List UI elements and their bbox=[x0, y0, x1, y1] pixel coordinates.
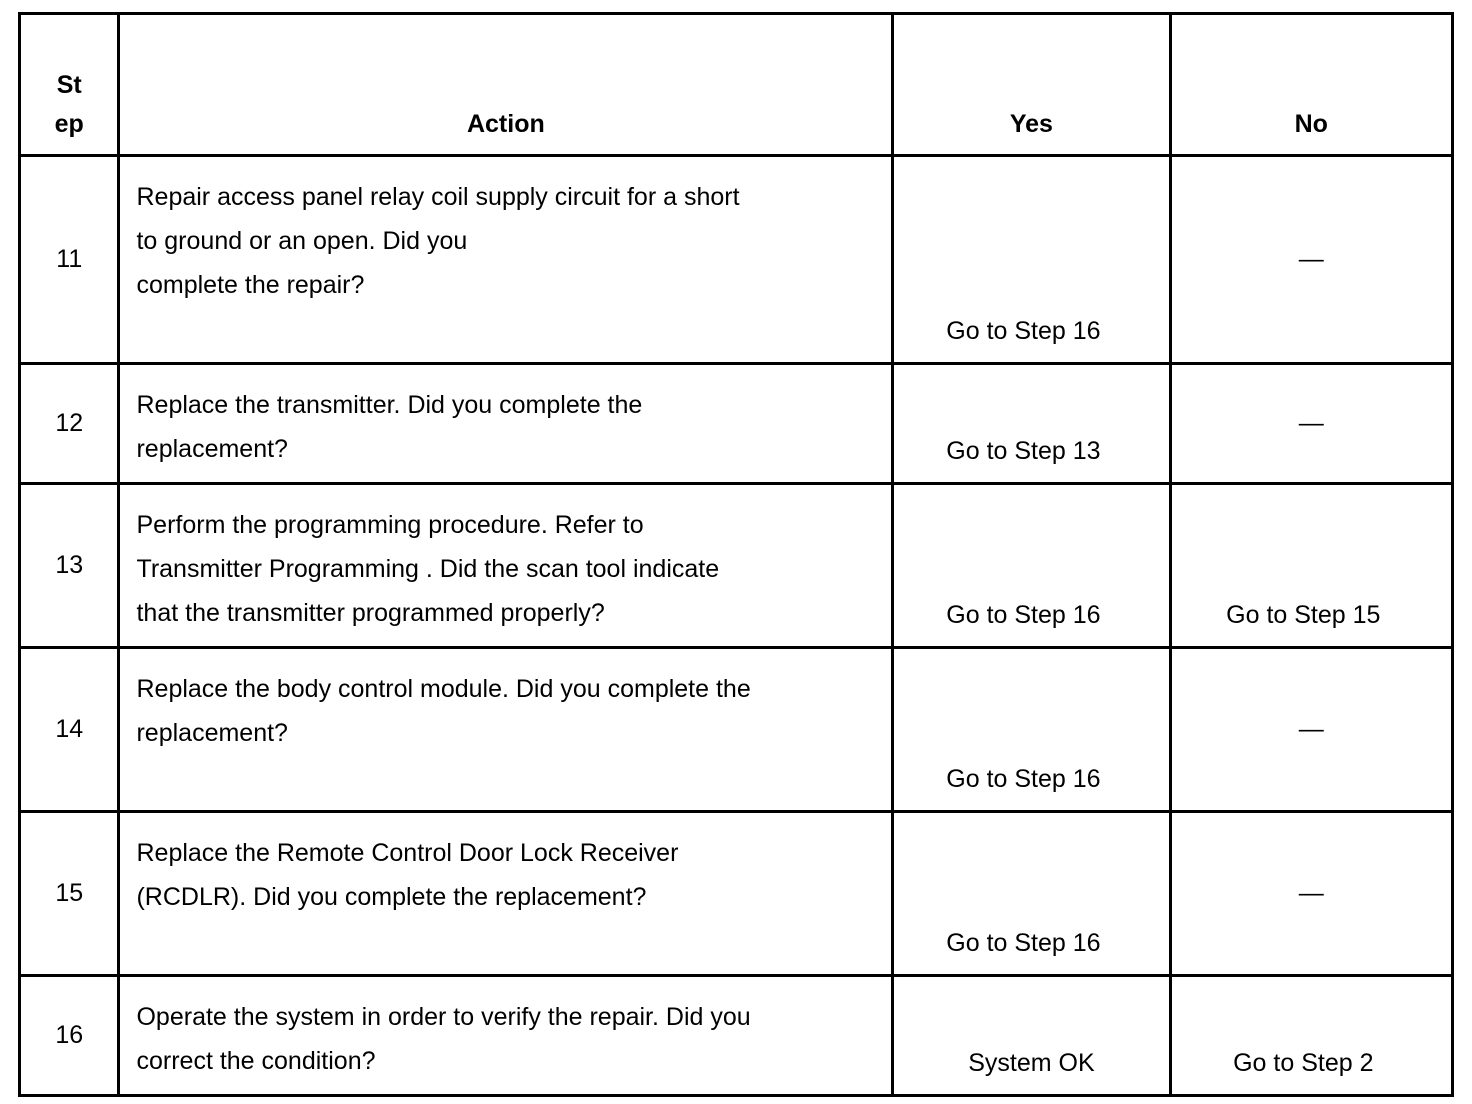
yes-cell bbox=[893, 648, 1170, 812]
no-value: — bbox=[1298, 245, 1324, 273]
table-row bbox=[20, 484, 1453, 648]
no-link[interactable]: Go to Step 2 bbox=[1233, 1049, 1374, 1077]
yes-cell bbox=[893, 364, 1170, 484]
action-line: replacement? bbox=[136, 719, 288, 747]
step-number: 13 bbox=[20, 484, 119, 648]
yes-link[interactable]: Go to Step 13 bbox=[946, 437, 1101, 465]
diagnostic-steps-table bbox=[18, 12, 1454, 1097]
table-row bbox=[20, 648, 1453, 812]
action-cell bbox=[119, 648, 893, 812]
step-number: 11 bbox=[20, 156, 119, 364]
no-cell bbox=[1170, 484, 1452, 648]
no-cell bbox=[1170, 812, 1452, 976]
action-line: Transmitter Programming . Did the scan tool indicate bbox=[136, 555, 720, 583]
yes-link[interactable]: Go to Step 16 bbox=[946, 765, 1101, 793]
header-step-line2: ep bbox=[54, 110, 84, 138]
step-number: 14 bbox=[20, 648, 119, 812]
header-step-line1: St bbox=[56, 71, 82, 99]
action-cell bbox=[119, 976, 893, 1096]
table-row bbox=[20, 976, 1453, 1096]
action-line: correct the condition? bbox=[136, 1047, 376, 1075]
no-value: — bbox=[1298, 715, 1324, 743]
yes-cell bbox=[893, 156, 1170, 364]
action-line: Replace the Remote Control Door Lock Receiver bbox=[136, 839, 679, 867]
step-number: 15 bbox=[20, 812, 119, 976]
action-line: Replace the transmitter. Did you complete the bbox=[136, 391, 643, 419]
no-value: — bbox=[1298, 879, 1324, 907]
yes-link[interactable]: Go to Step 16 bbox=[946, 317, 1101, 345]
header-action: Action bbox=[119, 14, 893, 156]
action-cell bbox=[119, 812, 893, 976]
no-cell bbox=[1170, 976, 1452, 1096]
action-cell bbox=[119, 484, 893, 648]
table-row bbox=[20, 156, 1453, 364]
action-line: Operate the system in order to verify the repair. Did you bbox=[136, 1003, 751, 1031]
action-line: replacement? bbox=[136, 435, 288, 463]
table-row bbox=[20, 812, 1453, 976]
yes-cell bbox=[893, 812, 1170, 976]
yes-link[interactable]: Go to Step 16 bbox=[946, 601, 1101, 629]
action-line: Repair access panel relay coil supply circuit for a short bbox=[136, 183, 740, 211]
step-number: 12 bbox=[20, 364, 119, 484]
action-cell bbox=[119, 156, 893, 364]
action-line: to ground or an open. Did you bbox=[136, 227, 468, 255]
header-yes: Yes bbox=[893, 14, 1170, 156]
action-line: that the transmitter programmed properly? bbox=[136, 599, 605, 627]
action-line: complete the repair? bbox=[136, 271, 365, 299]
yes-result: System OK bbox=[968, 1049, 1095, 1077]
action-line: Replace the body control module. Did you complete the bbox=[136, 675, 751, 703]
no-link[interactable]: Go to Step 15 bbox=[1226, 601, 1381, 629]
action-line: (RCDLR). Did you complete the replacement? bbox=[136, 883, 647, 911]
header-no: No bbox=[1170, 14, 1452, 156]
table-row bbox=[20, 364, 1453, 484]
no-value: — bbox=[1298, 409, 1324, 437]
table-header-row bbox=[20, 14, 1453, 156]
step-number: 16 bbox=[20, 976, 119, 1096]
yes-cell bbox=[893, 484, 1170, 648]
header-step bbox=[20, 14, 119, 156]
no-cell bbox=[1170, 648, 1452, 812]
action-cell bbox=[119, 364, 893, 484]
yes-link[interactable]: Go to Step 16 bbox=[946, 929, 1101, 957]
no-cell bbox=[1170, 156, 1452, 364]
action-line: Perform the programming procedure. Refer to bbox=[136, 511, 644, 539]
yes-cell bbox=[893, 976, 1170, 1096]
no-cell bbox=[1170, 364, 1452, 484]
